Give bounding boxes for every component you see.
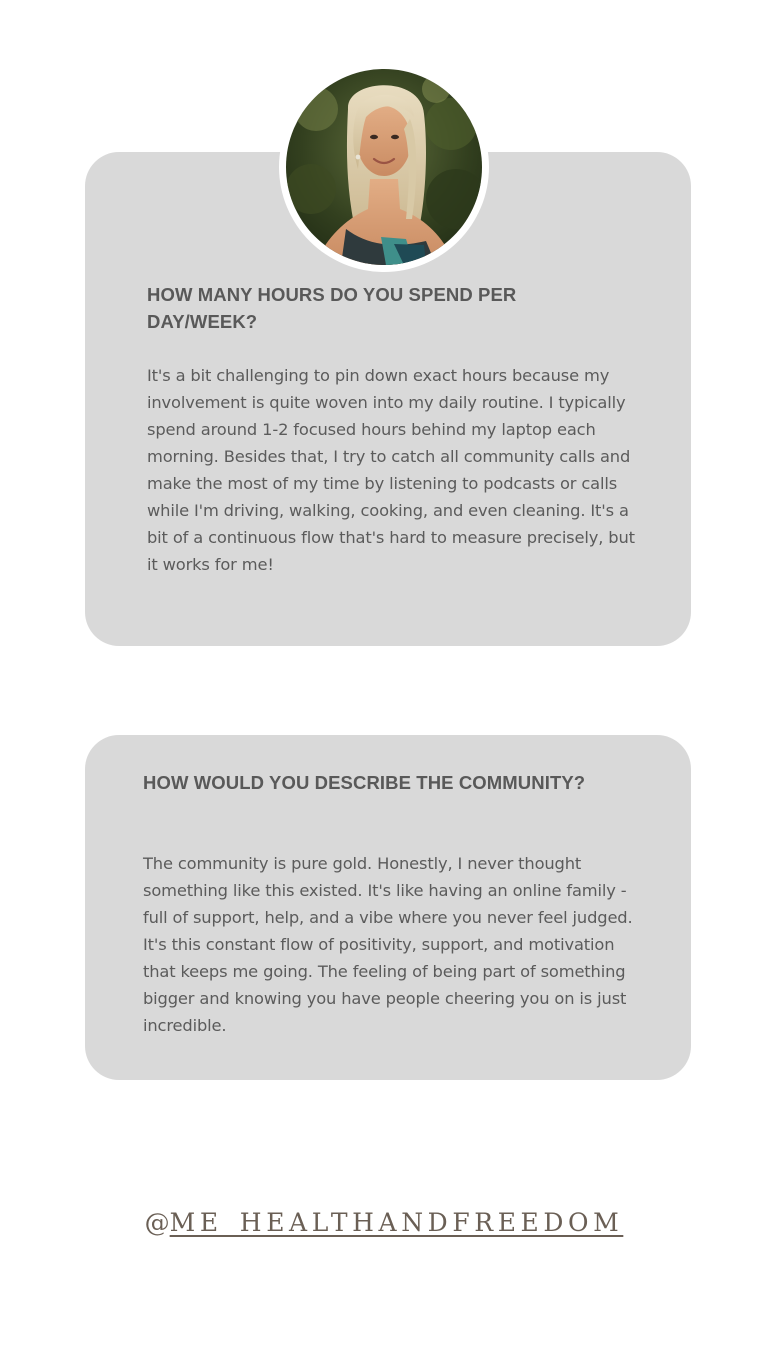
answer-text: The community is pure gold. Honestly, I never thought something like this existed. It's like having an online family - full of support, help, and a vibe where you never feel judged. It's this constant flow of positivity, support, and motivation that keeps me going. The feeling of being part of something bigger and knowing you have people cheering you on is just incredible. <box>143 854 633 1035</box>
question-heading: HOW WOULD YOU DESCRIBE THE COMMUNITY? <box>143 772 586 793</box>
answer-text: It's a bit challenging to pin down exact hours because my involvement is quite woven into my daily routine. I typically spend around 1-2 focused hours behind my laptop each morning. Besides that, I try to catch all community calls and make the most of my time by listening to podcasts or calls while I'm driving, walking, cooking, and even cleaning. It's a bit of a continuous flow that's hard to measure precisely, but it works for me! <box>147 366 635 574</box>
at-sign: @ <box>144 1208 170 1237</box>
social-handle[interactable] <box>0 1205 768 1241</box>
question-card-community <box>85 735 691 1080</box>
avatar <box>279 62 489 272</box>
handle-link[interactable]: ME_HEALTHANDFREEDOM <box>169 1208 624 1237</box>
question-heading: HOW MANY HOURS DO YOU SPEND PER DAY/WEEK? <box>147 284 517 332</box>
avatar-photo <box>286 69 482 265</box>
